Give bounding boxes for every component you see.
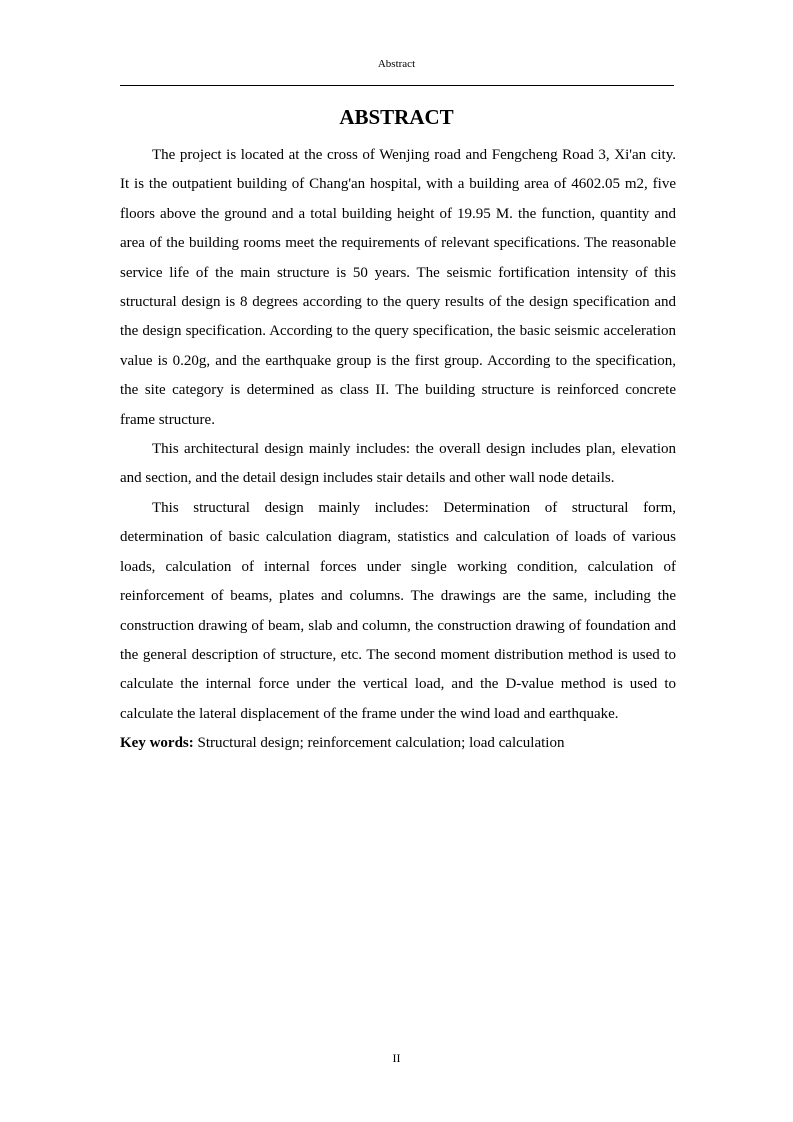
header-rule — [120, 85, 674, 86]
keywords-label: Key words: — [120, 735, 194, 752]
abstract-paragraph-project: The project is located at the cross of Wenjing road and Fengcheng Road 3, Xi'an city. It is the outpatient building of Chang'an hospital, with a building area of 4602.05 m2, five floors above the ground and a total building height of 19.95 M. the function, quantity and area of the building rooms meet the requirements of relevant specifications. The reasonable service life of the main structure is 50 years. The seismic fortification intensity of this structural design is 8 degrees according to the query results of the design specification and the design specification. According to the query specification, the basic seismic acceleration value is 0.20g, and the earthquake group is the first group. According to the specification, the site category is determined as class II. The building structure is reinforced concrete frame structure. — [120, 147, 676, 428]
abstract-paragraph-architectural: This architectural design mainly includes: the overall design includes plan, elevation and section, and the detail design includes stair details and other wall node details. — [120, 441, 676, 487]
abstract-body — [120, 141, 676, 759]
keywords-text: Structural design; reinforcement calculation; load calculation — [193, 735, 565, 752]
page-number: II — [392, 1051, 401, 1065]
page-title: ABSTRACT — [339, 105, 454, 129]
abstract-paragraph-structural: This structural design mainly includes: Determination of structural form, determination of basic calculation diagram, statistics and calculation of loads of various loads, calculation of internal forces under single working condition, calculation of reinforcement of beams, plates and columns. The drawings are the same, including the construction drawing of beam, slab and column, the construction drawing of foundation and the general description of structure, etc. The second moment distribution method is used to calculate the internal force under the vertical load, and the D-value method is used to calculate the lateral displacement of the frame under the wind load and earthquake. — [120, 499, 676, 722]
running-header: Abstract — [377, 58, 416, 70]
keywords-line — [120, 729, 676, 758]
